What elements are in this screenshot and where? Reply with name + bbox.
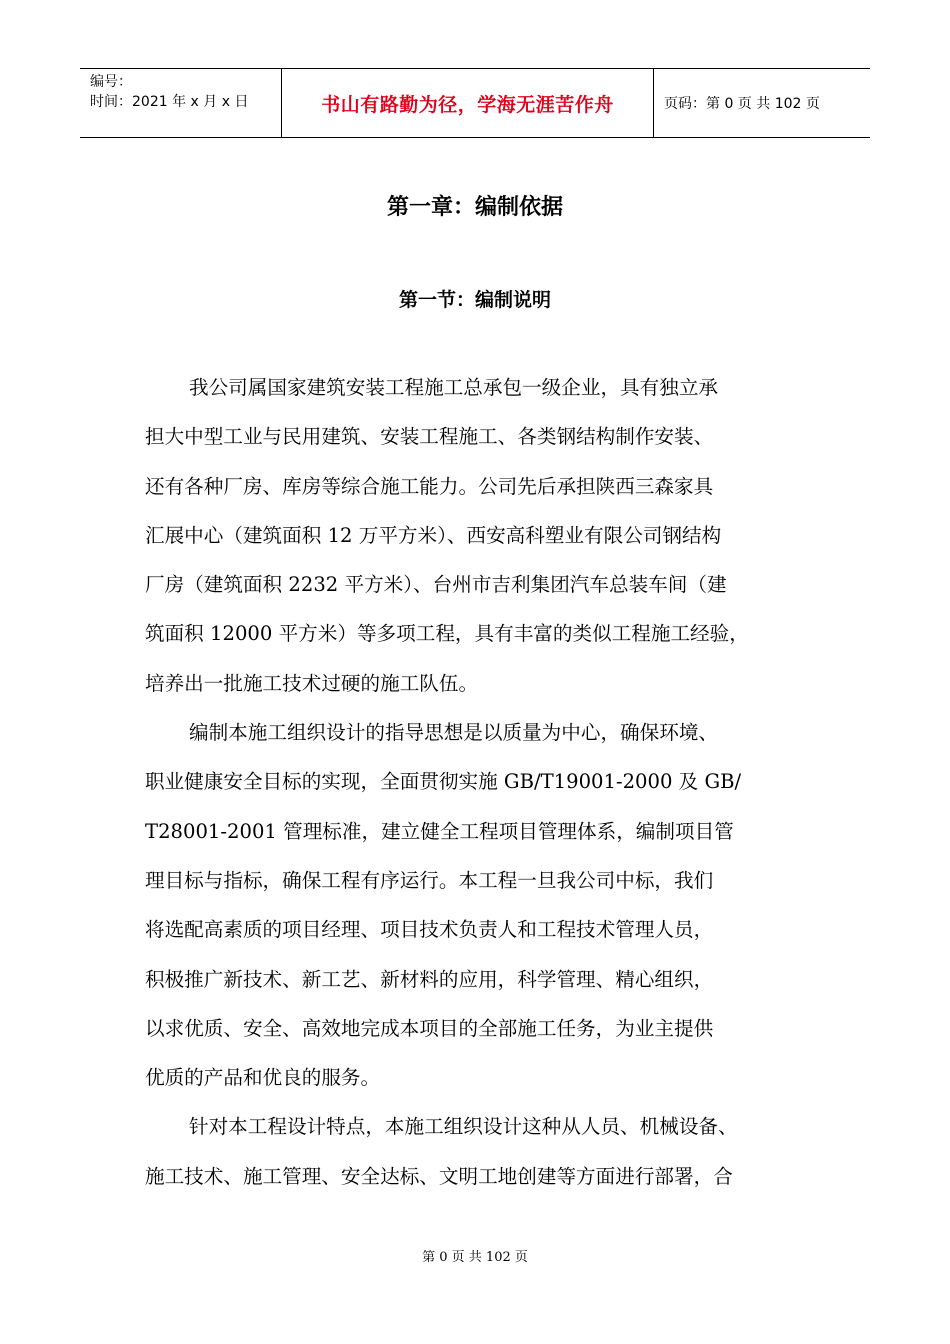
body-line: 优质的产品和优良的服务。 bbox=[145, 1066, 381, 1090]
body-line: 筑面积 12000 平方米）等多项工程，具有丰富的类似工程施工经验， bbox=[145, 622, 749, 646]
doc-date: 时间：2021 年 x 月 x 日 bbox=[90, 94, 249, 110]
body-line: 汇展中心（建筑面积 12 万平方米）、西安高科塑业有限公司钢结构 bbox=[145, 523, 722, 547]
body-line: 施工技术、施工管理、安全达标、文明工地创建等方面进行部署，合 bbox=[145, 1164, 733, 1188]
body-line: 还有各种厂房、库房等综合施工能力。公司先后承担陕西三森家具 bbox=[145, 474, 714, 498]
header-page-info-cell bbox=[654, 69, 870, 137]
header-page-info: 页码：第 0 页 共 102 页 bbox=[664, 96, 820, 112]
body-line: 将选配高素质的项目经理、项目技术负责人和工程技术管理人员， bbox=[145, 918, 714, 942]
body-line: 担大中型工业与民用建筑、安装工程施工、各类钢结构制作安装、 bbox=[145, 425, 714, 449]
body-line: 积极推广新技术、新工艺、新材料的应用，科学管理、精心组织， bbox=[145, 967, 714, 991]
doc-number-label: 编号： bbox=[90, 74, 132, 90]
body-line: 培养出一批施工技术过硬的施工队伍。 bbox=[145, 671, 479, 695]
page-header bbox=[80, 68, 870, 138]
body-line: 编制本施工组织设计的指导思想是以质量为中心，确保环境、 bbox=[189, 721, 719, 745]
body-line: 厂房（建筑面积 2232 平方米）、台州市吉利集团汽车总装车间（建 bbox=[145, 573, 727, 597]
body-line: 我公司属国家建筑安装工程施工总承包一级企业，具有独立承 bbox=[189, 376, 719, 399]
body-text bbox=[145, 370, 835, 1208]
body-line: 职业健康安全目标的实现，全面贯彻实施 GB/T19001-2000 及 GB/ bbox=[145, 770, 742, 794]
page-footer: 第 0 页 共 102 页 bbox=[422, 1250, 528, 1265]
header-doc-info bbox=[80, 69, 282, 137]
header-motto: 书山有路勤为径，学海无涯苦作舟 bbox=[321, 93, 614, 116]
chapter-title: 第一章：编制依据 bbox=[386, 195, 563, 220]
section-title: 第一节：编制说明 bbox=[398, 289, 551, 311]
body-line: 理目标与指标，确保工程有序运行。本工程一旦我公司中标，我们 bbox=[145, 868, 714, 892]
body-line: 针对本工程设计特点，本施工组织设计这种从人员、机械设备、 bbox=[189, 1115, 738, 1139]
body-line: T28001-2001 管理标准，建立健全工程项目管理体系，编制项目管 bbox=[145, 819, 734, 843]
body-line: 以求优质、安全、高效地完成本项目的全部施工任务，为业主提供 bbox=[145, 1016, 714, 1040]
header-motto-cell bbox=[282, 69, 654, 137]
